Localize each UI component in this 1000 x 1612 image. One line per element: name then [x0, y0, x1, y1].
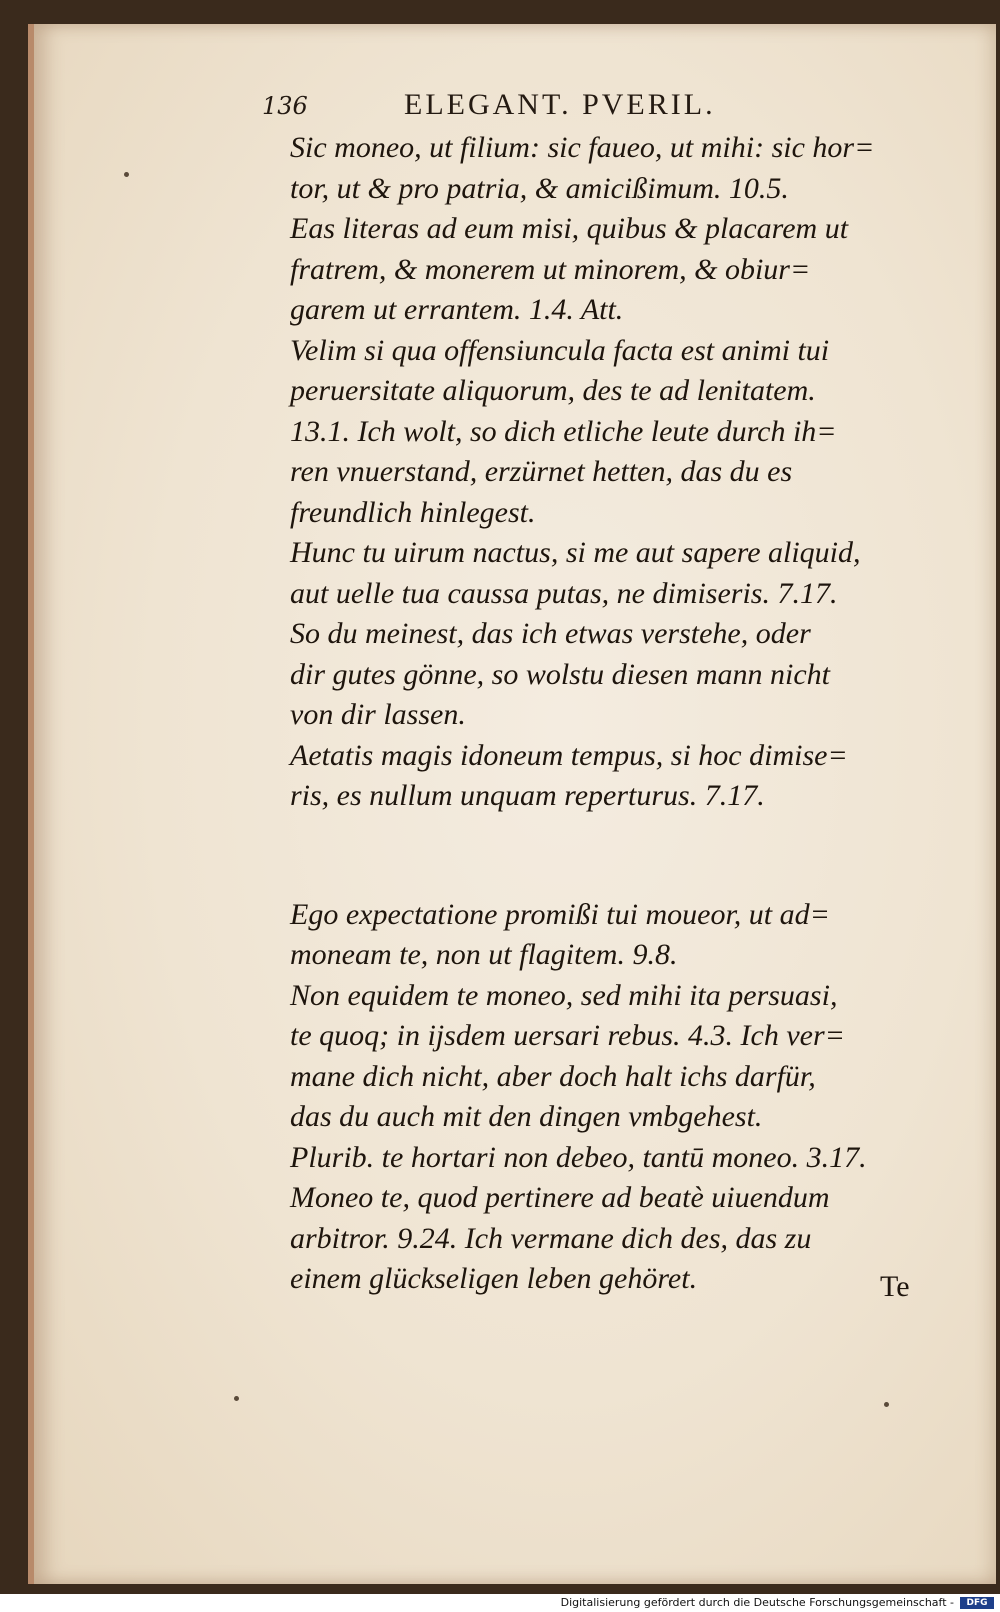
text-line: ris, es nullum unquam reperturus. 7.17. [290, 779, 765, 812]
entry [290, 736, 950, 817]
entry [290, 976, 950, 1138]
text-line: 13.1. Ich wolt, so dich etliche leute durch ih= [290, 414, 837, 448]
text-line: Hunc tu uirum nactus, si me aut sapere aliquid, [290, 536, 861, 569]
text-line: Eas literas ad eum misi, quibus & placarem ut [290, 212, 849, 245]
ink-speck [124, 172, 129, 177]
text-line: das du auch mit den dingen vmbgehest. [290, 1100, 763, 1133]
page-number: 136 [262, 92, 308, 120]
funding-credit: Digitalisierung gefördert durch die Deutsche Forschungsgemeinschaft - [560, 1596, 954, 1609]
text-line: Non equidem te moneo, sed mihi ita persuasi, [290, 978, 838, 1012]
text-line: Velim si qua offensiuncula facta est animi tui [290, 333, 830, 367]
text-line: te quoq; in ijsdem uersari rebus. 4.3. Ich ver= [290, 1019, 845, 1052]
text-line: fratrem, & monerem ut minorem, & obiur= [290, 252, 811, 286]
text-line: mane dich nicht, aber doch halt ichs darfür, [290, 1059, 816, 1093]
text-line: garem ut errantem. 1.4. Att. [290, 293, 624, 326]
entry [290, 1178, 950, 1300]
entry [290, 209, 950, 331]
text-line: So du meinest, das ich etwas verstehe, oder [290, 617, 811, 650]
dfg-logo-icon: DFG [960, 1597, 994, 1609]
entry [290, 533, 950, 736]
text-line: freundlich hinlegest. [290, 495, 536, 529]
text-line: ren vnuerstand, erzürnet hetten, das du es [290, 455, 793, 488]
entry [290, 895, 950, 976]
text-line: einem glückseligen leben gehöret. [290, 1262, 698, 1295]
text-line: moneam te, non ut flagitem. 9.8. [290, 938, 678, 971]
ink-speck [234, 1396, 239, 1401]
running-title: ELEGANT. PVERIL. [404, 88, 716, 121]
text-line: dir gutes gönne, so wolstu diesen mann nicht [290, 657, 830, 691]
text-line: Sic moneo, ut filium: sic faueo, ut mihi: sic hor= [290, 131, 875, 164]
text-line: Plurib. te hortari non debeo, tantū moneo. 3.17. [290, 1140, 867, 1174]
text-line: aut uelle tua caussa putas, ne dimiseris. 7.17. [290, 576, 838, 610]
entry [290, 1138, 950, 1179]
text-body [290, 128, 950, 1300]
entry [290, 128, 950, 209]
entry [290, 331, 950, 534]
text-line: Ego expectatione promißi tui moueor, ut ad= [290, 897, 830, 931]
text-line: Aetatis magis idoneum tempus, si hoc dimise= [290, 738, 848, 772]
text-line: peruersitate aliquorum, des te ad lenitatem. [290, 374, 816, 407]
catchword: Te [880, 1270, 910, 1303]
blank-space [290, 817, 950, 895]
text-line: tor, ut & pro patria, & amicißimum. 10.5. [290, 171, 789, 205]
text-line: arbitror. 9.24. Ich vermane dich des, das zu [290, 1221, 812, 1255]
ink-speck [884, 1402, 889, 1407]
text-line: Moneo te, quod pertinere ad beatè uiuendum [290, 1181, 830, 1214]
text-line: von dir lassen. [290, 698, 466, 731]
